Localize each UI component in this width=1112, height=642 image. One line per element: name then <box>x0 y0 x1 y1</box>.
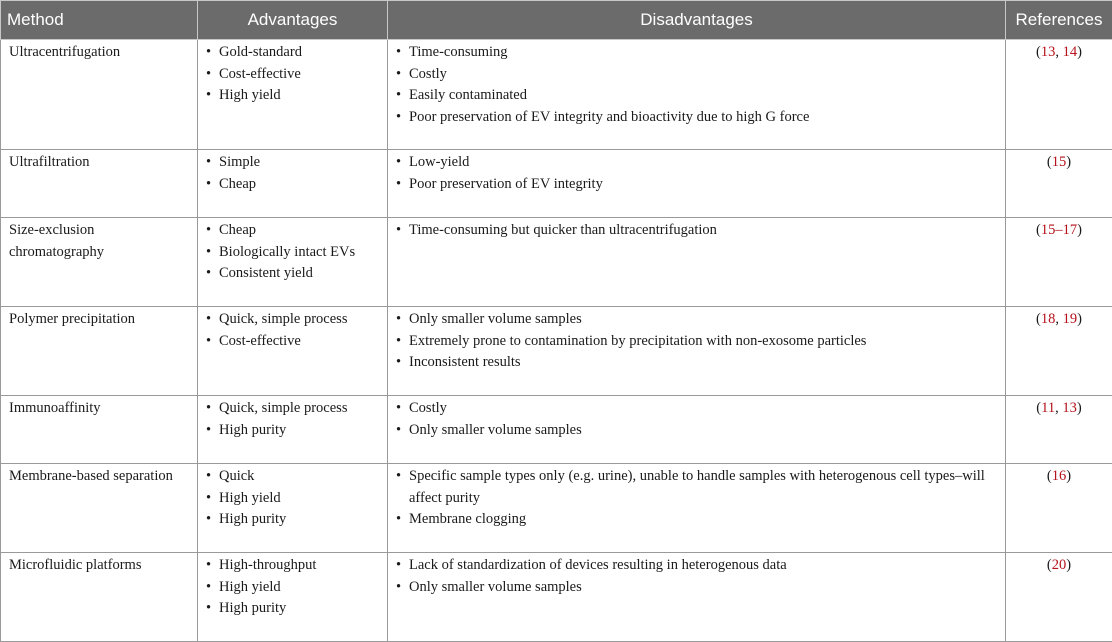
reference-link[interactable]: 15–17 <box>1041 222 1077 238</box>
advantage-item: • Cheap <box>206 220 379 242</box>
table-row <box>1 553 1112 642</box>
reference-link[interactable]: 19 <box>1063 311 1078 327</box>
advantage-item: • High yield <box>206 577 379 599</box>
advantages-list <box>206 398 379 441</box>
method-cell <box>1 40 198 150</box>
method-cell <box>1 150 198 218</box>
ref-open-paren: ( <box>1047 557 1052 573</box>
advantages-cell <box>198 553 388 642</box>
advantages-list <box>206 555 379 620</box>
reference-link[interactable]: 13 <box>1041 44 1056 60</box>
advantages-cell <box>198 150 388 218</box>
advantages-cell <box>198 218 388 307</box>
references-cell <box>1006 218 1112 307</box>
disadvantage-item: • Poor preservation of EV integrity <box>396 174 997 196</box>
disadvantage-item: • Time-consuming but quicker than ultracentrifugation <box>396 220 997 242</box>
table-row <box>1 218 1112 307</box>
disadvantages-cell <box>388 553 1006 642</box>
disadvantages-list <box>396 42 997 128</box>
advantage-item: • High purity <box>206 420 379 442</box>
advantage-item: • Cost-effective <box>206 64 379 86</box>
method-cell <box>1 307 198 396</box>
disadvantage-item: • Costly <box>396 64 997 86</box>
table-row <box>1 40 1112 150</box>
disadvantages-cell <box>388 218 1006 307</box>
method-name: Immunoaffinity <box>9 400 101 416</box>
ref-open-paren: ( <box>1036 400 1041 416</box>
ref-open-paren: ( <box>1036 44 1041 60</box>
disadvantage-item: • Specific sample types only (e.g. urine), unable to handle samples with heterogenous cell types–will affect purity <box>396 466 997 509</box>
disadvantages-cell <box>388 150 1006 218</box>
disadvantages-list <box>396 466 997 531</box>
advantage-item: • High-throughput <box>206 555 379 577</box>
references-cell <box>1006 150 1112 218</box>
advantages-cell <box>198 464 388 553</box>
header-row <box>1 1 1112 40</box>
disadvantage-item: • Only smaller volume samples <box>396 309 997 331</box>
advantage-item: • Quick, simple process <box>206 398 379 420</box>
method-name: Microfluidic platforms <box>9 557 141 573</box>
method-name: Polymer precipitation <box>9 311 135 327</box>
disadvantage-item: • Extremely prone to contamination by precipitation with non-exosome particles <box>396 331 997 353</box>
disadvantages-list <box>396 309 997 374</box>
reference-link[interactable]: 18 <box>1041 311 1056 327</box>
advantage-item: • Consistent yield <box>206 263 379 285</box>
table-row <box>1 150 1112 218</box>
disadvantages-list <box>396 398 997 441</box>
advantages-cell <box>198 396 388 464</box>
references-cell <box>1006 40 1112 150</box>
method-name: Ultrafiltration <box>9 154 90 170</box>
advantages-list <box>206 152 379 195</box>
references-cell <box>1006 307 1112 396</box>
disadvantage-item: • Only smaller volume samples <box>396 577 997 599</box>
disadvantages-cell <box>388 464 1006 553</box>
ref-separator: , <box>1055 400 1062 416</box>
ref-close-paren: ) <box>1066 468 1071 484</box>
advantage-item: • High purity <box>206 598 379 620</box>
header-disadvantages: Disadvantages <box>388 1 1006 40</box>
disadvantage-item: • Time-consuming <box>396 42 997 64</box>
table-row <box>1 396 1112 464</box>
disadvantage-item: • Low-yield <box>396 152 997 174</box>
advantages-list <box>206 42 379 107</box>
ref-close-paren: ) <box>1077 44 1082 60</box>
advantages-list <box>206 309 379 352</box>
disadvantages-list <box>396 220 997 242</box>
ref-close-paren: ) <box>1077 222 1082 238</box>
reference-link[interactable]: 11 <box>1041 400 1055 416</box>
advantage-item: • Simple <box>206 152 379 174</box>
ref-close-paren: ) <box>1077 400 1082 416</box>
advantage-item: • Gold-standard <box>206 42 379 64</box>
ref-open-paren: ( <box>1047 468 1052 484</box>
table-row <box>1 307 1112 396</box>
reference-link[interactable]: 16 <box>1052 468 1067 484</box>
advantage-item: • High yield <box>206 85 379 107</box>
disadvantage-item: • Inconsistent results <box>396 352 997 374</box>
advantage-item: • Cost-effective <box>206 331 379 353</box>
header-advantages: Advantages <box>198 1 388 40</box>
reference-link[interactable]: 15 <box>1052 154 1067 170</box>
ref-close-paren: ) <box>1077 311 1082 327</box>
ref-open-paren: ( <box>1036 222 1041 238</box>
disadvantage-item: • Easily contaminated <box>396 85 997 107</box>
advantage-item: • Biologically intact EVs <box>206 242 379 264</box>
advantages-list <box>206 220 379 285</box>
reference-link[interactable]: 20 <box>1052 557 1067 573</box>
disadvantages-cell <box>388 307 1006 396</box>
method-cell <box>1 396 198 464</box>
disadvantage-item: • Poor preservation of EV integrity and bioactivity due to high G force <box>396 107 997 129</box>
reference-link[interactable]: 13 <box>1062 400 1077 416</box>
reference-link[interactable]: 14 <box>1063 44 1078 60</box>
references-cell <box>1006 464 1112 553</box>
disadvantage-item: • Only smaller volume samples <box>396 420 997 442</box>
advantage-item: • High purity <box>206 509 379 531</box>
table-row <box>1 464 1112 553</box>
advantages-cell <box>198 40 388 150</box>
references-cell <box>1006 553 1112 642</box>
advantage-item: • High yield <box>206 488 379 510</box>
ref-separator: , <box>1055 44 1062 60</box>
disadvantage-item: • Lack of standardization of devices resulting in heterogenous data <box>396 555 997 577</box>
ref-open-paren: ( <box>1036 311 1041 327</box>
header-method: Method <box>1 1 198 40</box>
disadvantage-item: • Membrane clogging <box>396 509 997 531</box>
method-cell <box>1 553 198 642</box>
advantages-list <box>206 466 379 531</box>
method-cell <box>1 464 198 553</box>
method-name: Membrane-based separation <box>9 468 173 484</box>
table-body <box>1 40 1112 642</box>
method-name: Ultracentrifugation <box>9 44 120 60</box>
disadvantages-list <box>396 152 997 195</box>
method-name: Size-exclusion chromatography <box>9 222 104 260</box>
disadvantage-item: • Costly <box>396 398 997 420</box>
ref-close-paren: ) <box>1066 557 1071 573</box>
disadvantages-cell <box>388 40 1006 150</box>
advantage-item: • Quick <box>206 466 379 488</box>
advantage-item: • Cheap <box>206 174 379 196</box>
disadvantages-cell <box>388 396 1006 464</box>
ref-separator: , <box>1055 311 1062 327</box>
advantage-item: • Quick, simple process <box>206 309 379 331</box>
disadvantages-list <box>396 555 997 598</box>
ref-open-paren: ( <box>1047 154 1052 170</box>
advantages-cell <box>198 307 388 396</box>
references-cell <box>1006 396 1112 464</box>
ref-close-paren: ) <box>1066 154 1071 170</box>
method-cell <box>1 218 198 307</box>
header-references: References <box>1006 1 1112 40</box>
